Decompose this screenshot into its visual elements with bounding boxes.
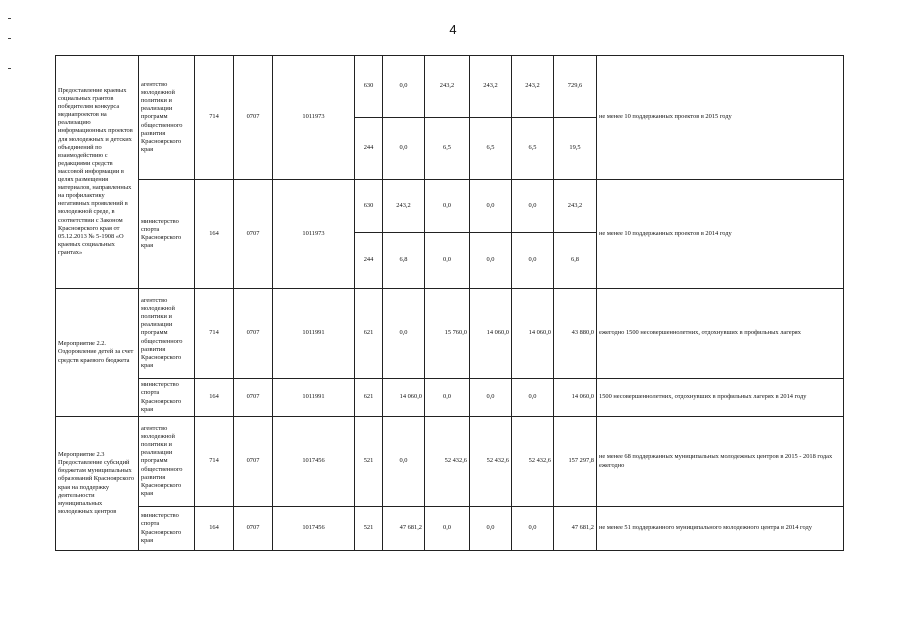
scan-mark [8,68,11,69]
value-2017-cell: 0,0 [512,233,554,289]
value-2015-cell: 52 432,6 [425,417,470,507]
agency-cell: министерство спорта Красноярского края [139,507,195,551]
value-2015-cell: 0,0 [425,180,470,233]
result-cell: не менее 51 поддержанного муниципального молодежного центра в 2014 году [597,507,844,551]
rzpr-cell: 0707 [234,417,273,507]
rzpr-cell: 0707 [234,289,273,379]
agency-cell: агентство молодежной политики и реализации программ общественного развития Красноярского края [139,56,195,180]
value-2014-cell: 0,0 [383,56,425,118]
value-2015-cell: 0,0 [425,507,470,551]
value-2015-cell: 0,0 [425,379,470,417]
value-2015-cell: 6,5 [425,118,470,180]
vr-cell: 621 [355,379,383,417]
value-2016-cell: 243,2 [470,56,512,118]
total-cell: 19,5 [554,118,597,180]
value-2017-cell: 0,0 [512,379,554,417]
value-2015-cell: 15 760,0 [425,289,470,379]
rzpr-cell: 0707 [234,379,273,417]
total-cell: 47 681,2 [554,507,597,551]
table-row [56,507,844,551]
measures-table [55,55,844,551]
result-cell: не менее 10 поддержанных проектов в 2014 году [597,180,844,289]
scan-mark [8,18,11,19]
rzpr-cell: 0707 [234,507,273,551]
value-2015-cell: 0,0 [425,233,470,289]
total-cell: 6,8 [554,233,597,289]
value-2014-cell: 47 681,2 [383,507,425,551]
vr-cell: 521 [355,417,383,507]
value-2016-cell: 6,5 [470,118,512,180]
value-2014-cell: 0,0 [383,118,425,180]
grbs-cell: 164 [195,180,234,289]
csr-cell: 1017456 [273,417,355,507]
grbs-cell: 714 [195,417,234,507]
table-row [56,180,844,233]
measure-name-cell: Мероприятие 2.3 Предоставление субсидий бюджетам муниципальных образований Красноярского края на поддержку деятельности муниципальных молодежных центров [56,417,139,551]
table-row [56,56,844,118]
page-number: 4 [449,22,457,37]
value-2017-cell: 14 060,0 [512,289,554,379]
rzpr-cell: 0707 [234,56,273,180]
value-2014-cell: 0,0 [383,417,425,507]
grbs-cell: 714 [195,56,234,180]
value-2017-cell: 0,0 [512,507,554,551]
value-2017-cell: 6,5 [512,118,554,180]
grbs-cell: 164 [195,507,234,551]
total-cell: 14 060,0 [554,379,597,417]
value-2014-cell: 0,0 [383,289,425,379]
vr-cell: 621 [355,289,383,379]
value-2016-cell: 0,0 [470,180,512,233]
result-cell: 1500 несовершеннолетних, отдохнувших в профильных лагерях в 2014 году [597,379,844,417]
measure-name-cell: Мероприятие 2.2. Оздоровление детей за счет средств краевого бюджета [56,289,139,417]
value-2015-cell: 243,2 [425,56,470,118]
value-2017-cell: 52 432,6 [512,417,554,507]
total-cell: 729,6 [554,56,597,118]
value-2016-cell: 52 432,6 [470,417,512,507]
value-2014-cell: 6,8 [383,233,425,289]
csr-cell: 1017456 [273,507,355,551]
scan-mark [8,38,11,39]
value-2016-cell: 0,0 [470,233,512,289]
vr-cell: 630 [355,56,383,118]
vr-cell: 244 [355,233,383,289]
result-cell: не менее 10 поддержанных проектов в 2015 году [597,56,844,180]
result-cell: ежегодно 1500 несовершеннолетних, отдохнувших в профильных лагерях [597,289,844,379]
value-2017-cell: 243,2 [512,56,554,118]
total-cell: 43 880,0 [554,289,597,379]
csr-cell: 1011973 [273,56,355,180]
table-row [56,417,844,507]
result-cell: не менее 68 поддержанных муниципальных молодежных центров в 2015 - 2018 годах ежегодно [597,417,844,507]
csr-cell: 1011973 [273,180,355,289]
value-2016-cell: 14 060,0 [470,289,512,379]
vr-cell: 244 [355,118,383,180]
csr-cell: 1011991 [273,379,355,417]
value-2016-cell: 0,0 [470,507,512,551]
table-row [56,379,844,417]
measure-name-cell: Предоставление краевых социальных грантов победителям конкурса медиапроектов на реализацию информационных проектов для молодежных и детских объединений по взаимодействию с редакциями средств массовой информации в целях размещения материалов, направленных на профилактику негативных проявлений в молодежной среде, в соответствии с Законом Красноярского края от 05.12.2013 № 5-1908 «О краевых социальных грантах» [56,56,139,289]
agency-cell: агентство молодежной политики и реализации программ общественного развития Красноярского края [139,417,195,507]
total-cell: 157 297,8 [554,417,597,507]
agency-cell: министерство спорта Красноярского края [139,379,195,417]
value-2014-cell: 243,2 [383,180,425,233]
value-2017-cell: 0,0 [512,180,554,233]
value-2016-cell: 0,0 [470,379,512,417]
grbs-cell: 714 [195,289,234,379]
total-cell: 243,2 [554,180,597,233]
table-row [56,289,844,379]
vr-cell: 521 [355,507,383,551]
agency-cell: министерство спорта Красноярского края [139,180,195,289]
csr-cell: 1011991 [273,289,355,379]
vr-cell: 630 [355,180,383,233]
agency-cell: агентство молодежной политики и реализации программ общественного развития Красноярского края [139,289,195,379]
grbs-cell: 164 [195,379,234,417]
rzpr-cell: 0707 [234,180,273,289]
value-2014-cell: 14 060,0 [383,379,425,417]
